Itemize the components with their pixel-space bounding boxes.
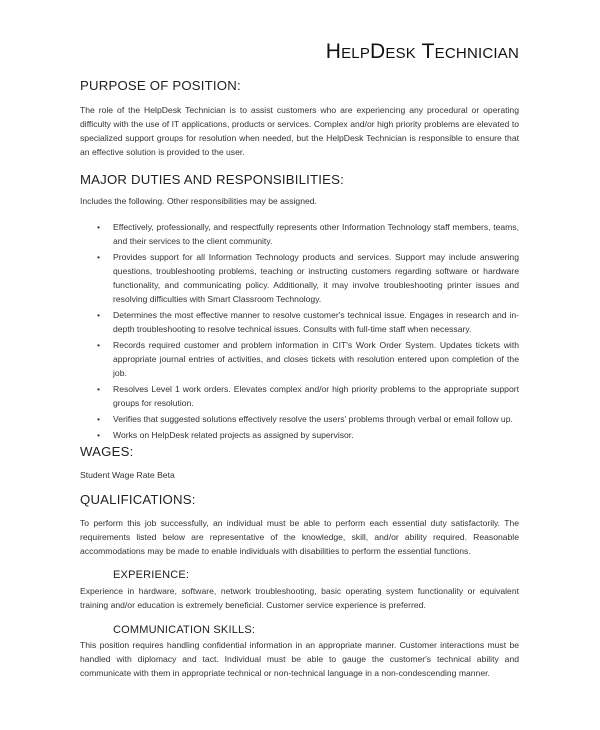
experience-heading: EXPERIENCE:	[113, 569, 190, 581]
duties-heading: MAJOR DUTIES AND RESPONSIBILITIES:	[80, 172, 345, 187]
experience-text: Experience in hardware, software, network troubleshooting, basic operating system functionality or equivalent training and/or education is extremely beneficial. Customer service experience is preferred.	[80, 586, 519, 610]
qualifications-heading: QUALIFICATIONS:	[80, 492, 196, 507]
list-item	[80, 338, 519, 380]
purpose-text: The role of the HelpDesk Technician is to assist customers who are experiencing any procedural or operating difficulty with the use of IT applications, products or services. Complex and/or high priority problems are elevated to specialized support groups for resolution when needed, but the HelpDesk Technician is responsible to ensure that an effective solution is provided to the user.	[80, 105, 519, 157]
communication-heading: COMMUNICATION SKILLS:	[113, 624, 256, 636]
bullet-icon: •	[97, 252, 101, 262]
list-item-text: Effectively, professionally, and respectfully represents other Information Technology staff members, teams, and their services to the client community.	[113, 222, 519, 246]
duties-list	[80, 220, 519, 444]
list-item-text: Determines the most effective manner to resolve customer's technical issue. Engages in research and in-depth troubleshooting to resolve technical issues. Consults with full-time staff when necessary.	[113, 310, 519, 334]
document-title: HelpDesk Technician	[325, 40, 519, 63]
list-item-text: Records required customer and problem information in CIT's Work Order System. Updates tickets with appropriate journal entries of activities, and closes tickets with resolution entered upon completion of the job.	[113, 340, 519, 378]
list-item-text: Resolves Level 1 work orders. Elevates complex and/or high priority problems to the appropriate support groups for resolution.	[113, 384, 519, 408]
list-item-text: Verifies that suggested solutions effectively resolve the users' problems through verbal or email follow up.	[113, 414, 513, 424]
list-item-text: Works on HelpDesk related projects as assigned by supervisor.	[113, 430, 354, 440]
list-item	[80, 412, 519, 426]
bullet-icon: •	[97, 414, 101, 424]
bullet-icon: •	[97, 384, 101, 394]
bullet-icon: •	[97, 310, 101, 320]
communication-text: This position requires handling confidential information in an appropriate manner. Customer interactions must be handled with diplomacy and tact. Individual must be able to gauge the customer's technical ability and communicate with them in appropriate technical or non-technical language in a non-condescending manner.	[80, 640, 519, 678]
purpose-heading: PURPOSE OF POSITION:	[80, 78, 241, 93]
list-item	[80, 382, 519, 410]
list-item	[80, 220, 519, 248]
list-item	[80, 308, 519, 336]
list-item	[80, 428, 519, 442]
wages-heading: WAGES:	[80, 444, 134, 459]
qualifications-text: To perform this job successfully, an individual must be able to perform each essential duty satisfactorily. The requirements listed below are representative of the knowledge, skill, and/or ability required. Reasonable accommodations may be made to enable individuals with disabilities to perform the essential functions.	[80, 518, 519, 556]
bullet-icon: •	[97, 430, 101, 440]
duties-intro: Includes the following. Other responsibilities may be assigned.	[80, 196, 317, 206]
bullet-icon: •	[97, 340, 101, 350]
bullet-icon: •	[97, 222, 101, 232]
list-item	[80, 250, 519, 306]
list-item-text: Provides support for all Information Technology products and services. Support may include answering questions, troubleshooting problems, teaching or instructing customers regarding software or hardware functionality, and communicating policy. Additionally, it may involve troubleshooting printer issues and resolving difficulties with Smart Classroom Technology.	[113, 252, 519, 304]
wages-text: Student Wage Rate Beta	[80, 470, 175, 480]
